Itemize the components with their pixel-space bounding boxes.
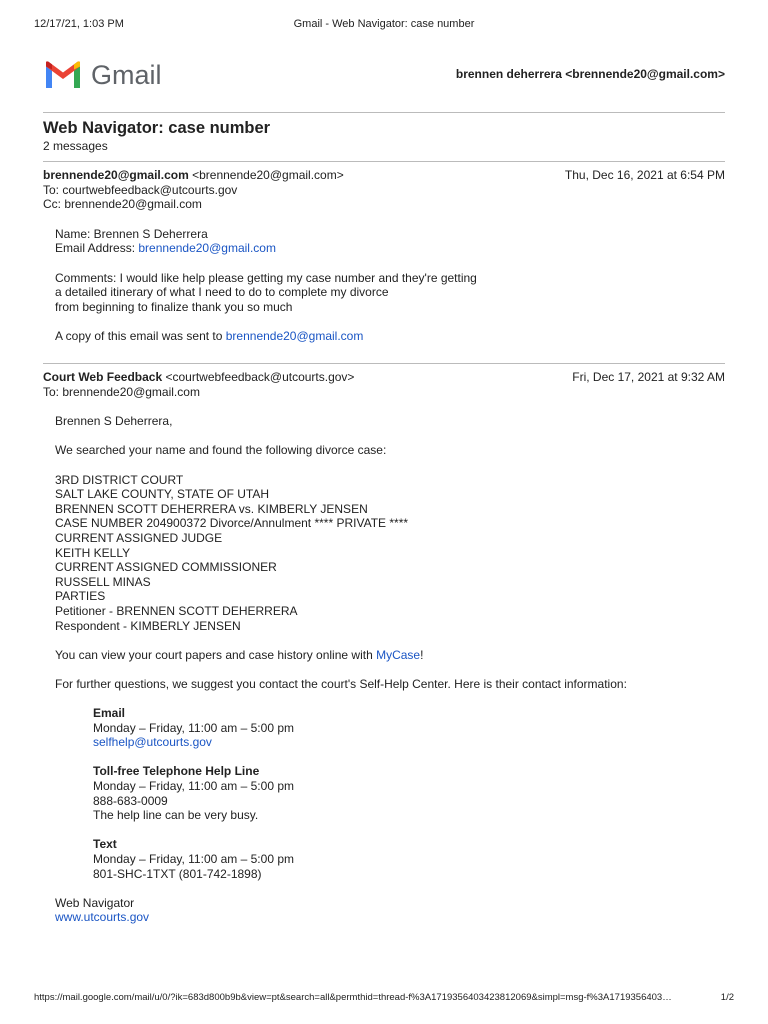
further-questions-text: For further questions, we suggest you contact the court's Self-Help Center. Here is their contact information: bbox=[55, 676, 627, 691]
sender-name: brennende20@gmail.com bbox=[43, 168, 189, 182]
phone-hours: Monday – Friday, 11:00 am – 5:00 pm bbox=[93, 779, 294, 794]
sender-email: <brennende20@gmail.com> bbox=[192, 168, 344, 182]
copy-sent-text: A copy of this email was sent to bbox=[55, 328, 226, 343]
message-1-cc: Cc: brennende20@gmail.com bbox=[43, 197, 202, 212]
message-1-body bbox=[43, 227, 725, 344]
divider bbox=[43, 363, 725, 364]
comments-text: Comments: I would like help please getting my case number and they're getting a detailed itinerary of what I need to do to complete my divorce from beginning to finalize thank you so much bbox=[55, 270, 477, 314]
phone-heading: Toll-free Telephone Help Line bbox=[93, 764, 260, 779]
gmail-wordmark: Gmail bbox=[91, 59, 162, 90]
divider bbox=[43, 112, 725, 113]
sender-email: <courtwebfeedback@utcourts.gov> bbox=[165, 370, 355, 384]
mycase-text: You can view your court papers and case history online with bbox=[55, 647, 377, 662]
sender-name: Court Web Feedback bbox=[43, 370, 163, 384]
thread-subject: Web Navigator: case number bbox=[43, 119, 271, 137]
message-2-date: Fri, Dec 17, 2021 at 9:32 AM bbox=[572, 370, 725, 384]
email-address-link[interactable]: brennende20@gmail.com bbox=[138, 241, 276, 256]
greeting: Brennen S Deherrera, bbox=[55, 414, 173, 429]
page-number: 1/2 bbox=[720, 992, 734, 1003]
email-label: Email Address: bbox=[55, 241, 139, 256]
signature: Web Navigator bbox=[55, 895, 135, 910]
account-label: brennen deherrera <brennende20@gmail.com> bbox=[455, 67, 725, 81]
name-line: Name: Brennen S Deherrera bbox=[55, 226, 208, 241]
print-timestamp: 12/17/21, 1:03 PM bbox=[34, 18, 124, 30]
footer-url: https://mail.google.com/mail/u/0/?ik=683d800b9b&view=pt&search=all&permthid=thread-f%3A1719356403423812069&simpl=msg-f%3A1719356403… bbox=[34, 992, 672, 1003]
mycase-link[interactable]: MyCase bbox=[376, 647, 421, 662]
phone-note: The help line can be very busy. bbox=[93, 808, 259, 823]
email-hours: Monday – Friday, 11:00 am – 5:00 pm bbox=[93, 720, 294, 735]
contact-info bbox=[55, 706, 725, 881]
text-hours: Monday – Friday, 11:00 am – 5:00 pm bbox=[93, 852, 294, 866]
message-2-body: Brennen S Deherrera, We searched your name and found the following divorce case: 3RD DISTRICT COURT SALT LAKE COUNTY, STATE OF UTAH BRENNEN SCOTT DEHERRERA vs. KIMBERLY JENSEN CASE NUMBER 204900372 Divorce/Annulment **** PRIVATE **** CURRENT ASSIGNED JUDGE KEITH KELLY CURRENT ASSIGNED COMMISSIONER RUSSELL MINAS PARTIES Petitioner - BRENNEN SCOTT DEHERRERA Respondent - KIMBERLY JENSEN You can view your court papers and case history online with MyCase! For further questions, we suggest you contact the court's Self-Help Center. Here is their contact information: Email Monday – Friday, 11:00 am – 5:00 pm selfhelp@utcourts.gov Toll-free Telephone Help Line Monday – Friday, 11:00 am – 5:00 pm 888-683-0009 The help line can be very busy. Text Monday – Friday, 11:00 am – 5:00 pm 801-SHC-1TXT (801-742-1898) Web Navigator www.utcourts.gov bbox=[43, 414, 725, 925]
text-heading: Text bbox=[93, 837, 117, 852]
message-1-date: Thu, Dec 16, 2021 at 6:54 PM bbox=[564, 168, 725, 182]
divider bbox=[43, 161, 725, 162]
copy-sent-link[interactable]: brennende20@gmail.com bbox=[225, 328, 364, 343]
message-count: 2 messages bbox=[43, 139, 108, 153]
message-2 bbox=[43, 370, 725, 940]
case-details: 3RD DISTRICT COURT SALT LAKE COUNTY, STATE OF UTAH BRENNEN SCOTT DEHERRERA vs. KIMBERLY JENSEN CASE NUMBER 204900372 Divorce/Annulment **** PRIVATE **** CURRENT ASSIGNED JUDGE KEITH KELLY CURRENT ASSIGNED COMMISSIONER RUSSELL MINAS PARTIES Petitioner - BRENNEN SCOTT DEHERRERA Respondent - KIMBERLY JENSEN bbox=[55, 472, 409, 633]
intro-text: We searched your name and found the following divorce case: bbox=[55, 443, 387, 458]
phone-number: 888-683-0009 bbox=[93, 793, 168, 808]
message-1-to: To: courtwebfeedback@utcourts.gov bbox=[43, 182, 238, 197]
print-page-title: Gmail - Web Navigator: case number bbox=[293, 18, 475, 30]
message-2-to: To: brennende20@gmail.com bbox=[43, 384, 200, 399]
gmail-brand bbox=[43, 58, 162, 92]
text-number: 801-SHC-1TXT (801-742-1898) bbox=[93, 866, 262, 881]
selfhelp-email-link[interactable]: selfhelp@utcourts.gov bbox=[93, 735, 212, 750]
utcourts-link[interactable]: www.utcourts.gov bbox=[55, 910, 150, 925]
gmail-logo-icon bbox=[43, 60, 83, 90]
email-heading: Email bbox=[93, 706, 126, 721]
message-1 bbox=[43, 168, 725, 358]
